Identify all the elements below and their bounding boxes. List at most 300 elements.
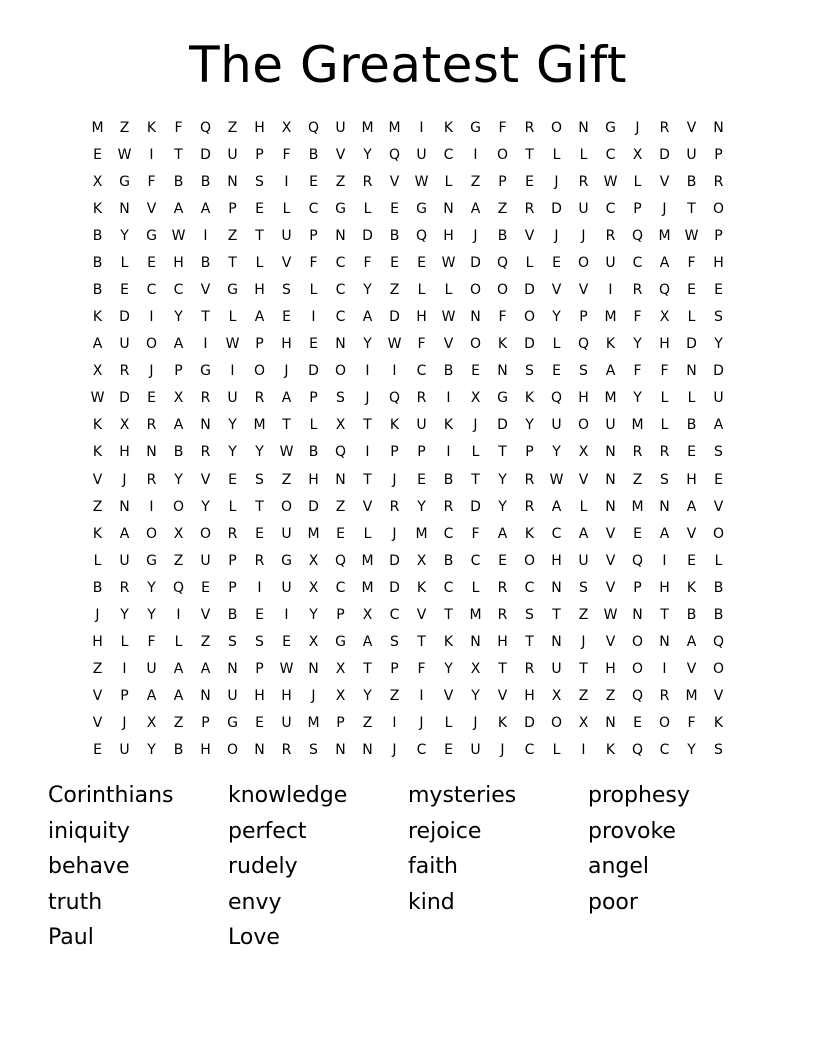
grid-letter: T xyxy=(255,498,264,515)
grid-letter: E xyxy=(336,525,345,542)
grid-letter: Y xyxy=(363,282,372,298)
grid-letter: N xyxy=(470,634,481,651)
grid-letter: L xyxy=(228,309,237,326)
grid-letter: O xyxy=(172,498,185,515)
grid-letter: Y xyxy=(714,336,723,353)
grid-letter: O xyxy=(280,498,293,515)
grid-letter: R xyxy=(632,282,643,298)
grid-letter: N xyxy=(227,173,238,190)
grid-letter: B xyxy=(497,227,508,244)
grid-letter: S xyxy=(714,742,723,759)
grid-letter: R xyxy=(659,119,670,136)
grid-letter: J xyxy=(419,715,424,732)
grid-letter: I xyxy=(311,309,316,326)
grid-letter: X xyxy=(362,606,373,623)
grid-letter: T xyxy=(201,309,210,326)
grid-letter: D xyxy=(308,498,319,515)
grid-letter: E xyxy=(552,254,561,271)
grid-letter: U xyxy=(551,661,562,678)
grid-letter: U xyxy=(578,552,589,569)
grid-letter: Y xyxy=(255,444,264,461)
grid-letter: J xyxy=(311,688,316,705)
grid-letter: A xyxy=(470,200,481,217)
grid-letter: Z xyxy=(578,606,589,623)
grid-letter: Z xyxy=(335,173,346,190)
grid-letter: N xyxy=(551,634,562,651)
grid-letter: T xyxy=(255,227,264,244)
grid-letter: Q xyxy=(172,579,185,596)
grid-letter: L xyxy=(444,715,453,732)
grid-letter: I xyxy=(203,336,208,353)
grid-letter: V xyxy=(416,606,427,623)
grid-letter: V xyxy=(605,634,616,651)
grid-letter: V xyxy=(605,579,616,596)
grid-letter: L xyxy=(552,336,561,353)
grid-letter: N xyxy=(551,579,562,596)
grid-letter: V xyxy=(92,715,103,732)
grid-letter: A xyxy=(146,688,157,705)
grid-letter: U xyxy=(713,390,724,407)
grid-letter: X xyxy=(632,146,643,163)
grid-letter: Y xyxy=(120,227,129,244)
grid-letter: U xyxy=(470,742,481,759)
grid-letter: O xyxy=(469,282,482,298)
grid-letter: I xyxy=(662,552,667,569)
grid-letter: N xyxy=(578,119,589,136)
grid-letter: N xyxy=(605,471,616,488)
grid-letter: J xyxy=(365,390,370,407)
grid-letter: I xyxy=(365,363,370,380)
grid-letter: D xyxy=(119,390,130,407)
grid-letter: H xyxy=(551,552,562,569)
grid-letter: H xyxy=(443,227,454,244)
grid-letter: T xyxy=(228,254,237,271)
grid-letter: D xyxy=(470,498,481,515)
grid-letter: A xyxy=(200,200,211,217)
grid-letter: V xyxy=(281,254,292,271)
grid-letter: V xyxy=(605,552,616,569)
grid-letter: K xyxy=(443,417,454,434)
grid-letter: X xyxy=(92,363,103,380)
grid-letter: K xyxy=(524,525,535,542)
grid-letter: W xyxy=(279,444,294,461)
grid-letter: K xyxy=(443,119,454,136)
grid-letter: A xyxy=(173,661,184,678)
grid-letter: O xyxy=(550,119,563,136)
grid-letter: S xyxy=(660,471,669,488)
grid-letter: L xyxy=(471,579,480,596)
grid-letter: X xyxy=(173,525,184,542)
grid-letter: E xyxy=(498,552,507,569)
grid-letter: V xyxy=(686,525,697,542)
grid-letter: X xyxy=(578,715,589,732)
grid-letter: N xyxy=(119,200,130,217)
grid-letter: P xyxy=(228,200,237,217)
grid-letter: N xyxy=(362,742,373,759)
grid-letter: B xyxy=(173,444,184,461)
grid-letter: C xyxy=(173,282,184,298)
grid-letter: V xyxy=(200,282,211,298)
grid-letter: P xyxy=(336,715,345,732)
grid-letter: M xyxy=(685,688,698,705)
grid-letter: S xyxy=(579,579,588,596)
grid-letter: N xyxy=(146,444,157,461)
grid-letter: Q xyxy=(388,390,401,407)
grid-letter: Q xyxy=(415,227,428,244)
grid-letter: L xyxy=(660,417,669,434)
grid-letter: D xyxy=(524,715,535,732)
grid-letter: D xyxy=(470,254,481,271)
grid-letter: S xyxy=(336,390,345,407)
grid-letter: T xyxy=(363,471,372,488)
grid-letter: P xyxy=(255,661,264,678)
grid-letter: D xyxy=(389,309,400,326)
grid-letter: O xyxy=(712,525,725,542)
grid-letter: A xyxy=(686,498,697,515)
grid-letter: Z xyxy=(227,119,238,136)
grid-letter: I xyxy=(203,227,208,244)
word-bank-item: rejoice xyxy=(408,818,482,844)
grid-letter: J xyxy=(122,715,127,732)
grid-letter: Y xyxy=(174,309,183,326)
grid-letter: Z xyxy=(335,498,346,515)
grid-letter: Y xyxy=(471,688,480,705)
grid-letter: H xyxy=(254,282,265,298)
grid-letter: W xyxy=(279,661,294,678)
grid-letter: V xyxy=(362,498,373,515)
grid-letter: B xyxy=(443,552,454,569)
grid-letter: E xyxy=(309,336,318,353)
grid-letter: E xyxy=(390,200,399,217)
grid-letter: X xyxy=(551,688,562,705)
grid-letter: P xyxy=(201,715,210,732)
grid-letter: O xyxy=(631,661,644,678)
grid-letter: Y xyxy=(525,417,534,434)
grid-letter: L xyxy=(93,552,102,569)
grid-letter: C xyxy=(524,742,535,759)
grid-letter: B xyxy=(308,146,319,163)
grid-letter: N xyxy=(632,606,643,623)
grid-letter: O xyxy=(145,525,158,542)
grid-letter: Z xyxy=(389,688,400,705)
grid-letter: V xyxy=(200,606,211,623)
grid-letter: S xyxy=(309,742,318,759)
grid-letter: A xyxy=(659,525,670,542)
grid-letter: N xyxy=(605,715,616,732)
grid-letter: K xyxy=(713,715,724,732)
grid-letter: W xyxy=(117,146,132,163)
grid-letter: X xyxy=(308,552,319,569)
grid-letter: G xyxy=(335,634,346,651)
grid-letter: E xyxy=(714,282,723,298)
grid-letter: P xyxy=(174,363,183,380)
grid-letter: T xyxy=(363,661,372,678)
grid-letter: P xyxy=(228,579,237,596)
grid-letter: X xyxy=(173,390,184,407)
grid-letter: X xyxy=(416,552,427,569)
grid-letter: V xyxy=(497,688,508,705)
grid-letter: D xyxy=(389,579,400,596)
grid-letter: Q xyxy=(712,634,725,651)
grid-letter: R xyxy=(281,742,292,759)
word-bank-item: faith xyxy=(408,854,458,880)
grid-letter: R xyxy=(200,444,211,461)
grid-letter: V xyxy=(146,200,157,217)
grid-letter: L xyxy=(120,634,129,651)
grid-letter: R xyxy=(119,579,130,596)
grid-letter: E xyxy=(228,471,237,488)
grid-letter: E xyxy=(687,444,696,461)
grid-letter: L xyxy=(417,282,426,298)
grid-letter: V xyxy=(659,173,670,190)
grid-letter: H xyxy=(281,688,292,705)
grid-letter: N xyxy=(443,200,454,217)
grid-letter: U xyxy=(605,254,616,271)
grid-letter: Z xyxy=(362,715,373,732)
grid-letter: E xyxy=(390,254,399,271)
grid-letter: K xyxy=(605,336,616,353)
grid-letter: W xyxy=(90,390,105,407)
grid-letter: R xyxy=(497,579,508,596)
grid-letter: Y xyxy=(228,444,237,461)
grid-letter: I xyxy=(662,661,667,678)
grid-letter: T xyxy=(660,606,669,623)
grid-letter: M xyxy=(631,417,644,434)
grid-letter: L xyxy=(309,417,318,434)
grid-letter: A xyxy=(362,634,373,651)
grid-letter: A xyxy=(173,688,184,705)
grid-letter: E xyxy=(282,309,291,326)
grid-letter: P xyxy=(579,309,588,326)
grid-letter: W xyxy=(441,254,456,271)
grid-letter: Z xyxy=(281,471,292,488)
grid-letter: C xyxy=(632,254,643,271)
grid-letter: C xyxy=(470,552,481,569)
grid-letter: I xyxy=(392,363,397,380)
grid-letter: B xyxy=(686,417,697,434)
grid-letter: I xyxy=(284,173,289,190)
grid-letter: B xyxy=(173,742,184,759)
grid-letter: E xyxy=(309,173,318,190)
grid-letter: B xyxy=(92,282,103,298)
grid-letter: D xyxy=(713,363,724,380)
grid-letter: M xyxy=(469,606,482,623)
grid-letter: L xyxy=(579,146,588,163)
grid-letter: U xyxy=(227,390,238,407)
grid-letter: A xyxy=(551,498,562,515)
grid-letter: K xyxy=(92,525,103,542)
grid-letter: U xyxy=(281,715,292,732)
grid-letter: M xyxy=(361,579,374,596)
grid-letter: L xyxy=(255,254,264,271)
grid-letter: L xyxy=(363,525,372,542)
grid-letter: P xyxy=(525,444,534,461)
grid-letter: D xyxy=(389,552,400,569)
grid-letter: P xyxy=(120,688,129,705)
grid-letter: M xyxy=(91,119,104,136)
grid-letter: P xyxy=(336,606,345,623)
grid-letter: W xyxy=(225,336,240,353)
grid-letter: U xyxy=(686,146,697,163)
grid-letter: D xyxy=(686,336,697,353)
grid-letter: D xyxy=(659,146,670,163)
word-bank-item: Paul xyxy=(48,925,94,951)
grid-letter: A xyxy=(173,336,184,353)
grid-letter: P xyxy=(714,227,723,244)
grid-letter: I xyxy=(419,688,424,705)
grid-letter: K xyxy=(92,444,103,461)
grid-letter: M xyxy=(361,552,374,569)
grid-letter: T xyxy=(471,471,480,488)
grid-letter: L xyxy=(444,173,453,190)
grid-letter: J xyxy=(500,742,505,759)
grid-letter: F xyxy=(660,363,669,380)
grid-letter: N xyxy=(227,661,238,678)
grid-letter: K xyxy=(497,336,508,353)
grid-letter: Q xyxy=(658,282,671,298)
grid-letter: V xyxy=(443,336,454,353)
grid-letter: N xyxy=(713,119,724,136)
grid-letter: U xyxy=(416,146,427,163)
grid-letter: T xyxy=(525,634,534,651)
grid-letter: Y xyxy=(120,606,129,623)
grid-letter: A xyxy=(119,525,130,542)
grid-letter: V xyxy=(713,498,724,515)
grid-letter: Q xyxy=(199,119,212,136)
grid-letter: E xyxy=(255,606,264,623)
grid-letter: W xyxy=(387,336,402,353)
grid-letter: Y xyxy=(309,606,318,623)
grid-letter: Y xyxy=(552,309,561,326)
grid-letter: C xyxy=(335,254,346,271)
grid-letter: I xyxy=(176,606,181,623)
grid-letter: Y xyxy=(228,417,237,434)
grid-letter: F xyxy=(174,119,183,136)
grid-letter: E xyxy=(525,173,534,190)
grid-letter: O xyxy=(226,742,239,759)
grid-letter: U xyxy=(281,525,292,542)
grid-letter: R xyxy=(524,471,535,488)
grid-letter: R xyxy=(524,200,535,217)
grid-letter: N xyxy=(659,634,670,651)
grid-letter: I xyxy=(392,715,397,732)
word-bank-item: perfect xyxy=(228,818,307,844)
grid-letter: Y xyxy=(552,444,561,461)
grid-letter: C xyxy=(605,200,616,217)
grid-letter: R xyxy=(524,498,535,515)
word-bank-item: behave xyxy=(48,854,130,880)
grid-letter: R xyxy=(659,444,670,461)
grid-letter: E xyxy=(93,146,102,163)
grid-letter: X xyxy=(335,417,346,434)
grid-letter: I xyxy=(473,146,478,163)
grid-letter: E xyxy=(552,363,561,380)
grid-letter: B xyxy=(308,444,319,461)
grid-letter: V xyxy=(686,661,697,678)
grid-letter: A xyxy=(362,309,373,326)
grid-letter: E xyxy=(633,525,642,542)
grid-letter: L xyxy=(471,444,480,461)
grid-letter: U xyxy=(281,579,292,596)
grid-letter: U xyxy=(605,417,616,434)
grid-letter: Q xyxy=(631,227,644,244)
grid-letter: Y xyxy=(687,742,696,759)
grid-letter: K xyxy=(92,417,103,434)
grid-letter: P xyxy=(309,227,318,244)
grid-letter: V xyxy=(578,471,589,488)
grid-letter: F xyxy=(417,661,426,678)
grid-letter: E xyxy=(444,742,453,759)
grid-letter: T xyxy=(498,661,507,678)
grid-letter: H xyxy=(686,471,697,488)
grid-letter: S xyxy=(282,282,291,298)
grid-letter: C xyxy=(335,282,346,298)
grid-letter: L xyxy=(714,552,723,569)
grid-letter: E xyxy=(687,552,696,569)
grid-letter: Q xyxy=(388,146,401,163)
grid-letter: F xyxy=(282,146,291,163)
grid-letter: R xyxy=(524,661,535,678)
grid-letter: O xyxy=(712,200,725,217)
grid-letter: R xyxy=(605,227,616,244)
grid-letter: I xyxy=(149,146,154,163)
grid-letter: Z xyxy=(173,715,184,732)
grid-letter: D xyxy=(497,417,508,434)
grid-letter: H xyxy=(659,579,670,596)
grid-letter: U xyxy=(119,552,130,569)
grid-letter: E xyxy=(147,390,156,407)
grid-letter: Q xyxy=(631,742,644,759)
grid-letter: B xyxy=(200,254,211,271)
grid-letter: H xyxy=(281,336,292,353)
grid-letter: X xyxy=(146,715,157,732)
grid-letter: E xyxy=(120,282,129,298)
grid-letter: N xyxy=(605,498,616,515)
grid-letter: X xyxy=(281,119,292,136)
grid-letter: S xyxy=(255,173,264,190)
grid-letter: E xyxy=(417,254,426,271)
grid-letter: O xyxy=(577,417,590,434)
grid-letter: S xyxy=(579,363,588,380)
grid-letter: I xyxy=(581,742,586,759)
grid-letter: F xyxy=(687,254,696,271)
grid-letter: P xyxy=(633,579,642,596)
grid-letter: J xyxy=(392,742,397,759)
grid-letter: H xyxy=(713,254,724,271)
grid-letter: J xyxy=(392,471,397,488)
grid-letter: D xyxy=(308,363,319,380)
grid-letter: Z xyxy=(632,471,643,488)
grid-letter: U xyxy=(227,688,238,705)
grid-letter: N xyxy=(335,471,346,488)
grid-letter: Z xyxy=(605,688,616,705)
grid-letter: N xyxy=(335,227,346,244)
word-bank-item: mysteries xyxy=(408,783,517,808)
grid-letter: N xyxy=(335,336,346,353)
grid-letter: N xyxy=(119,498,130,515)
grid-letter: Z xyxy=(470,173,481,190)
grid-letter: P xyxy=(255,336,264,353)
grid-letter: F xyxy=(498,119,507,136)
grid-letter: S xyxy=(255,471,264,488)
grid-letter: N xyxy=(605,444,616,461)
grid-letter: O xyxy=(469,336,482,353)
grid-letter: G xyxy=(416,200,427,217)
grid-letter: B xyxy=(227,606,238,623)
grid-letter: J xyxy=(473,417,478,434)
grid-letter: B xyxy=(713,606,724,623)
grid-letter: C xyxy=(308,200,319,217)
